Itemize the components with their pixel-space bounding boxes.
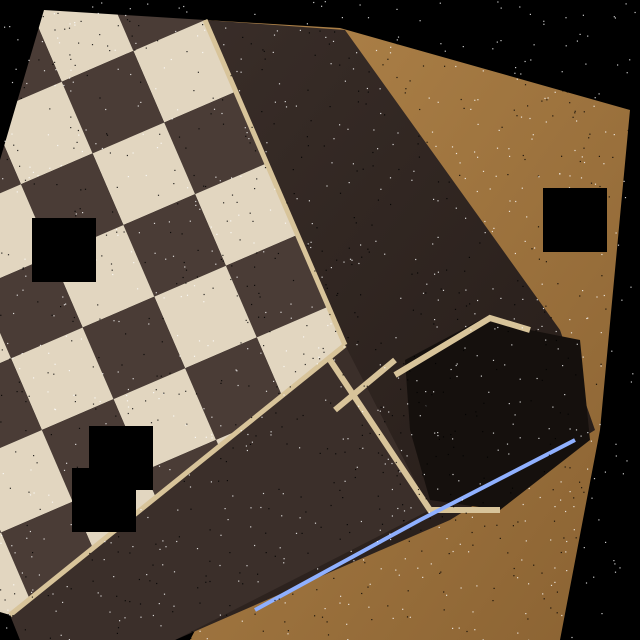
chess-square	[0, 0, 31, 41]
mask-square-left	[32, 218, 96, 282]
chess-square	[0, 0, 102, 10]
mask-square-right	[543, 188, 607, 252]
mask-square-bottom-lower	[72, 468, 136, 532]
chess-square	[174, 0, 276, 20]
